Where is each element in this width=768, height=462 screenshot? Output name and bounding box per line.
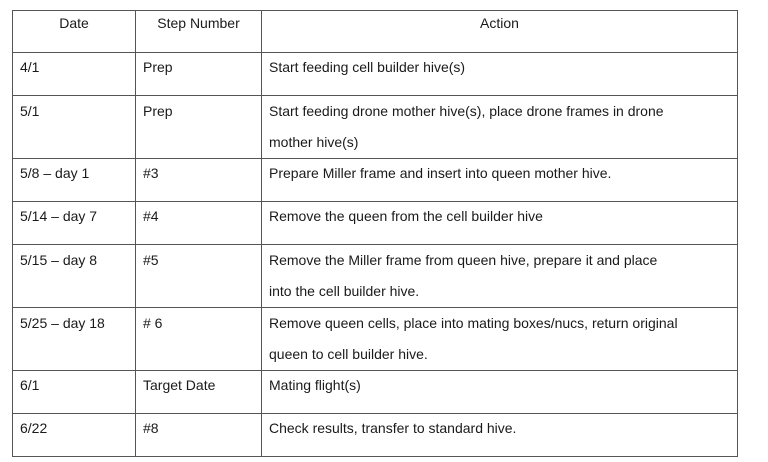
action-line: Prepare Miller frame and insert into queen mother hive.	[269, 165, 612, 181]
action-line: mother hive(s)	[269, 134, 359, 150]
step-cell: Prep	[136, 53, 262, 96]
date-cell: 6/22	[13, 414, 136, 457]
date-cell: 5/14 – day 7	[13, 202, 136, 245]
step-cell: Target Date	[136, 371, 262, 414]
step-cell: # 6	[136, 308, 262, 371]
action-line: Check results, transfer to standard hive.	[269, 420, 517, 436]
action-cell	[262, 308, 738, 371]
action-cell	[262, 371, 738, 414]
table-row	[13, 159, 738, 202]
date-cell: 4/1	[13, 53, 136, 96]
header-date: Date	[13, 11, 136, 53]
header-step-number: Step Number	[136, 11, 262, 53]
action-cell	[262, 159, 738, 202]
date-cell: 5/25 – day 18	[13, 308, 136, 371]
schedule-table	[12, 10, 738, 457]
action-cell	[262, 53, 738, 96]
table-row	[13, 371, 738, 414]
table-row	[13, 245, 738, 308]
action-line: queen to cell builder hive.	[269, 346, 428, 362]
action-line: Start feeding drone mother hive(s), place drone frames in drone	[269, 103, 664, 119]
action-line: Remove the queen from the cell builder hive	[269, 208, 543, 224]
date-cell: 5/1	[13, 96, 136, 159]
step-cell: #4	[136, 202, 262, 245]
action-line: into the cell builder hive.	[269, 283, 420, 299]
table-row	[13, 96, 738, 159]
header-action: Action	[262, 11, 738, 53]
table-row	[13, 308, 738, 371]
action-cell	[262, 414, 738, 457]
step-cell: #3	[136, 159, 262, 202]
action-line: Mating flight(s)	[269, 377, 361, 393]
date-cell: 5/15 – day 8	[13, 245, 136, 308]
date-cell: 6/1	[13, 371, 136, 414]
step-cell: Prep	[136, 96, 262, 159]
header-row	[13, 11, 738, 53]
action-cell	[262, 245, 738, 308]
step-cell: #5	[136, 245, 262, 308]
step-cell: #8	[136, 414, 262, 457]
action-line: Remove queen cells, place into mating boxes/nucs, return original	[269, 315, 678, 331]
action-cell	[262, 202, 738, 245]
table-row	[13, 414, 738, 457]
date-cell: 5/8 – day 1	[13, 159, 136, 202]
table-row	[13, 53, 738, 96]
action-cell	[262, 96, 738, 159]
action-line: Remove the Miller frame from queen hive, prepare it and place	[269, 252, 658, 268]
action-line: Start feeding cell builder hive(s)	[269, 59, 466, 75]
table-row	[13, 202, 738, 245]
